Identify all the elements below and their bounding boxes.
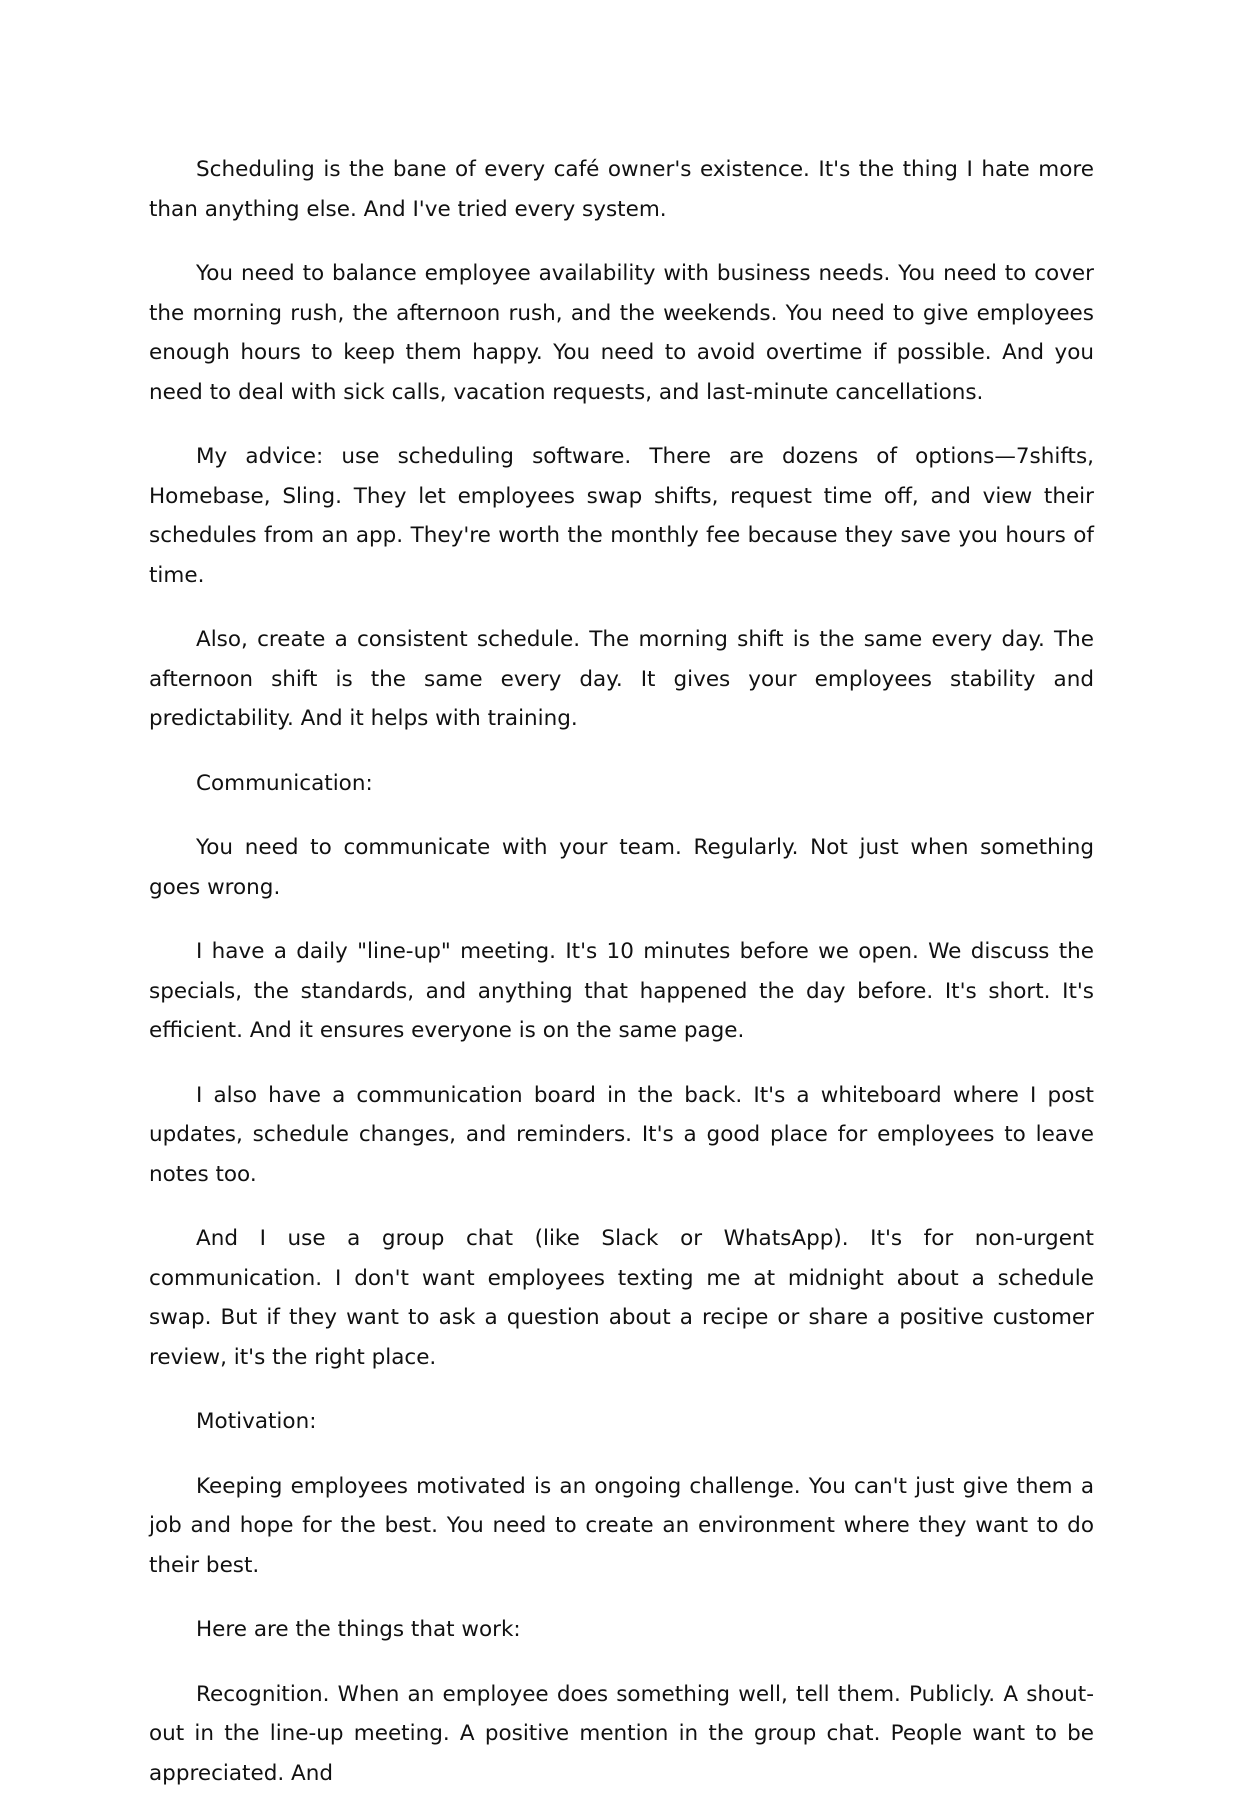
- paragraph-line-up-meeting: I have a daily "line-up" meeting. It's 10 minutes before we open. We discuss the specials, the standards, and anything that happened the day before. It's short. It's efficient. And it ensures everyone is on the same page.: [149, 939, 1094, 1043]
- paragraph-group-chat: And I use a group chat (like Slack or WhatsApp). It's for non-urgent communication. I don't want employees texting me at midnight about a schedule swap. But if they want to ask a question about a recipe or share a positive customer review, it's the right place.: [149, 1226, 1094, 1370]
- paragraph-motivation-challenge: Keeping employees motivated is an ongoing challenge. You can't just give them a job and hope for the best. You need to create an environment where they want to do their best.: [149, 1473, 1094, 1578]
- paragraph-things-that-work: Here are the things that work:: [196, 1617, 521, 1642]
- paragraph-scheduling-software: My advice: use scheduling software. There are dozens of options—7shifts, Homebase, Sling. They let employees swap shifts, request time off, and view their schedules from an app. They're worth the monthly fee because they save you hours of time.: [149, 444, 1094, 588]
- paragraph-recognition: Recognition. When an employee does something well, tell them. Publicly. A shout-out in the line-up meeting. A positive mention in the group chat. People want to be appreciated. And: [149, 1681, 1094, 1786]
- paragraph-communication-board: I also have a communication board in the back. It's a whiteboard where I post updates, schedule changes, and reminders. It's a good place for employees to leave notes too.: [149, 1082, 1094, 1187]
- paragraph-scheduling-needs: You need to balance employee availability with business needs. You need to cover the morning rush, the afternoon rush, and the weekends. You need to give employees enough hours to keep them happy. You need to avoid overtime if possible. And you need to deal with sick calls, vacation requests, and last-minute cancellations.: [149, 261, 1094, 405]
- section-heading-motivation: Motivation:: [196, 1409, 317, 1434]
- document-body: [149, 150, 1094, 1818]
- paragraph-communicate-regularly: You need to communicate with your team. Regularly. Not just when something goes wrong.: [149, 835, 1094, 900]
- section-heading-communication: Communication:: [196, 770, 373, 796]
- paragraph-scheduling-intro: Scheduling is the bane of every café owner's existence. It's the thing I hate more than anything else. And I've tried every system.: [149, 157, 1094, 222]
- paragraph-consistent-schedule: Also, create a consistent schedule. The morning shift is the same every day. The afternoon shift is the same every day. It gives your employees stability and predictability. And it helps with training.: [149, 627, 1094, 731]
